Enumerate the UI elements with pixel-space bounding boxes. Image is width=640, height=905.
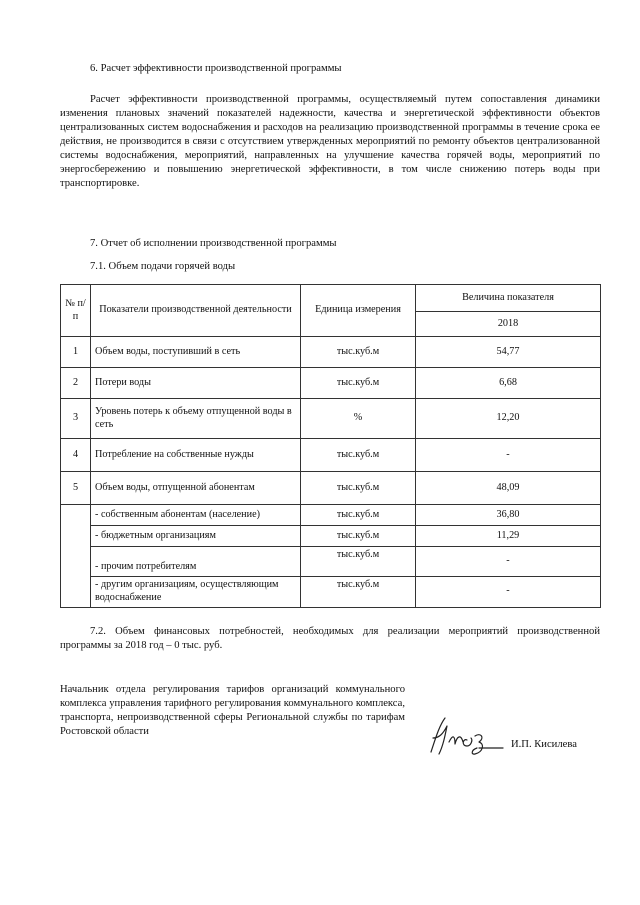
row-num: 2 xyxy=(61,368,91,399)
subrow-name: - бюджетным организациям xyxy=(91,526,301,547)
subrow-unit: тыс.куб.м xyxy=(301,577,416,608)
row-name: Объем воды, поступивший в сеть xyxy=(91,337,301,368)
subrow-value: 36,80 xyxy=(416,505,601,526)
header-year: 2018 xyxy=(416,312,601,337)
header-value: Величина показателя xyxy=(416,285,601,312)
subrow-empty-num-cell xyxy=(61,505,91,608)
row-value: 54,77 xyxy=(416,337,601,368)
row-name: Уровень потерь к объему отпущенной воды в сеть xyxy=(91,399,301,439)
row-unit: тыс.куб.м xyxy=(301,337,416,368)
table-row xyxy=(61,337,601,368)
row-unit: тыс.куб.м xyxy=(301,439,416,472)
subrow-unit: тыс.куб.м xyxy=(301,526,416,547)
row-unit: тыс.куб.м xyxy=(301,472,416,505)
row-value: 6,68 xyxy=(416,368,601,399)
row-num: 5 xyxy=(61,472,91,505)
section-6-paragraph: Расчет эффективности производственной программы, осуществляемый путем сопоставления динамики изменения плановых значений показателей надежности, качества и энергетической эффективности объектов централизованных систем водоснабжения и расходов на реализацию производственной программы в течение срока ее действия, не производится в связи с отсутствием утвержденных мероприятий по ремонту объектов централизованной системы водоснабжения, мероприятий, направленных на улучшение качества горячей воды, мероприятий по энергосбережению и повышению энергетической эффективности, в том числе снижению потерь воды при транспортировке. xyxy=(60,94,600,190)
row-value: 12,20 xyxy=(416,399,601,439)
header-indicator: Показатели производственной деятельности xyxy=(91,285,301,337)
subrow-name: - другим организациям, осуществляющим водоснабжение xyxy=(91,577,301,608)
subrow-unit: тыс.куб.м xyxy=(301,505,416,526)
subrow-unit: тыс.куб.м xyxy=(301,547,416,577)
section-7-2-paragraph: 7.2. Объем финансовых потребностей, необходимых для реализации мероприятий производственной программы за 2018 год – 0 тыс. руб. xyxy=(60,626,600,652)
signatory-position: Начальник отдела регулирования тарифов организаций коммунального комплекса управления тарифного регулирования коммунального комплекса, транспорта, непроизводственной сферы Региональной службы по тарифам Ростовской области xyxy=(60,684,405,738)
subrow-name: - прочим потребителям xyxy=(91,547,301,577)
table-row xyxy=(61,368,601,399)
row-num: 4 xyxy=(61,439,91,472)
row-unit: % xyxy=(301,399,416,439)
table-subrow xyxy=(61,577,601,608)
subrow-value: 11,29 xyxy=(416,526,601,547)
table-row xyxy=(61,439,601,472)
row-value: 48,09 xyxy=(416,472,601,505)
table-subrow xyxy=(61,547,601,577)
row-value: - xyxy=(416,439,601,472)
table-header-row xyxy=(61,285,601,312)
row-name: Объем воды, отпущенной абонентам xyxy=(91,472,301,505)
signatory-name: И.П. Кисилева xyxy=(511,739,577,750)
table-row xyxy=(61,399,601,439)
subrow-name: - собственным абонентам (население) xyxy=(91,505,301,526)
subrow-value: - xyxy=(416,547,601,577)
header-num: № п/п xyxy=(61,285,91,337)
hot-water-table xyxy=(60,284,601,608)
row-unit: тыс.куб.м xyxy=(301,368,416,399)
table-subrow xyxy=(61,526,601,547)
row-num: 1 xyxy=(61,337,91,368)
section-7-1-subtitle: 7.1. Объем подачи горячей воды xyxy=(90,261,236,272)
handwritten-signature xyxy=(425,712,507,762)
header-unit: Единица измерения xyxy=(301,285,416,337)
table-row xyxy=(61,472,601,505)
table-subrow xyxy=(61,505,601,526)
section-6-title: 6. Расчет эффективности производственной программы xyxy=(90,63,342,74)
row-name: Потери воды xyxy=(91,368,301,399)
row-num: 3 xyxy=(61,399,91,439)
subrow-value: - xyxy=(416,577,601,608)
section-7-title: 7. Отчет об исполнении производственной программы xyxy=(90,238,337,249)
row-name: Потребление на собственные нужды xyxy=(91,439,301,472)
